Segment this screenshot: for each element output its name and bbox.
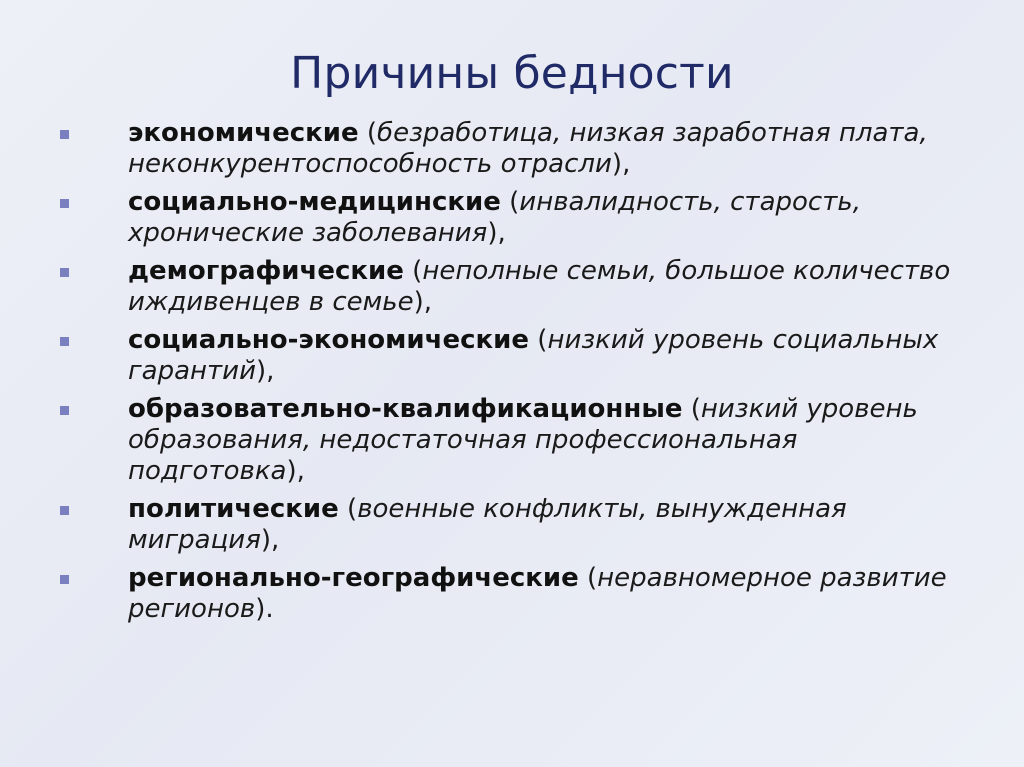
item-ending: ). bbox=[255, 594, 274, 624]
slide-title: Причины бедности bbox=[290, 48, 734, 99]
square-bullet-icon bbox=[60, 199, 69, 208]
square-bullet-icon bbox=[60, 268, 69, 277]
list-item bbox=[60, 118, 980, 180]
item-ending: ), bbox=[260, 525, 280, 555]
item-ending: ), bbox=[487, 218, 506, 248]
cause-term: социально-медицинские bbox=[128, 187, 501, 217]
list-item bbox=[60, 494, 980, 556]
square-bullet-icon bbox=[60, 506, 69, 515]
open-paren: ( bbox=[412, 256, 423, 286]
cause-detail: военные конфликты, вынужденная миграция bbox=[128, 494, 847, 555]
cause-term: регионально-географические bbox=[128, 563, 579, 593]
item-ending: ), bbox=[255, 356, 275, 386]
open-paren: ( bbox=[366, 118, 378, 148]
list-item bbox=[60, 187, 980, 249]
square-bullet-icon bbox=[60, 406, 69, 415]
cause-term: образовательно-квалификационные bbox=[128, 394, 683, 424]
square-bullet-icon bbox=[60, 130, 69, 139]
cause-term: экономические bbox=[128, 118, 359, 148]
cause-term: политические bbox=[128, 494, 339, 524]
bullet-list bbox=[60, 118, 980, 632]
item-ending: ), bbox=[413, 287, 433, 317]
cause-detail: низкий уровень социальных гарантий bbox=[128, 325, 939, 386]
square-bullet-icon bbox=[60, 337, 69, 346]
cause-term: социально-экономические bbox=[128, 325, 530, 355]
open-paren: ( bbox=[587, 563, 598, 593]
cause-detail: безработица, низкая заработная плата, неконкурентоспособность отрасли bbox=[128, 118, 928, 179]
cause-detail: низкий уровень образования, недостаточная профессиональная подготовка bbox=[128, 394, 918, 486]
list-item bbox=[60, 325, 980, 387]
cause-term: демографические bbox=[128, 256, 404, 286]
cause-detail: неравномерное развитие регионов bbox=[128, 563, 947, 624]
open-paren: ( bbox=[690, 394, 701, 424]
list-item bbox=[60, 563, 980, 625]
cause-detail: инвалидность, старость, хронические заболевания bbox=[128, 187, 861, 248]
open-paren: ( bbox=[347, 494, 358, 524]
list-item bbox=[60, 394, 980, 487]
open-paren: ( bbox=[509, 187, 520, 217]
cause-detail: неполные семьи, большое количество иждивенцев в семье bbox=[128, 256, 951, 317]
open-paren: ( bbox=[537, 325, 548, 355]
square-bullet-icon bbox=[60, 575, 69, 584]
list-item bbox=[60, 256, 980, 318]
item-ending: ), bbox=[286, 456, 305, 486]
item-ending: ), bbox=[611, 149, 631, 179]
